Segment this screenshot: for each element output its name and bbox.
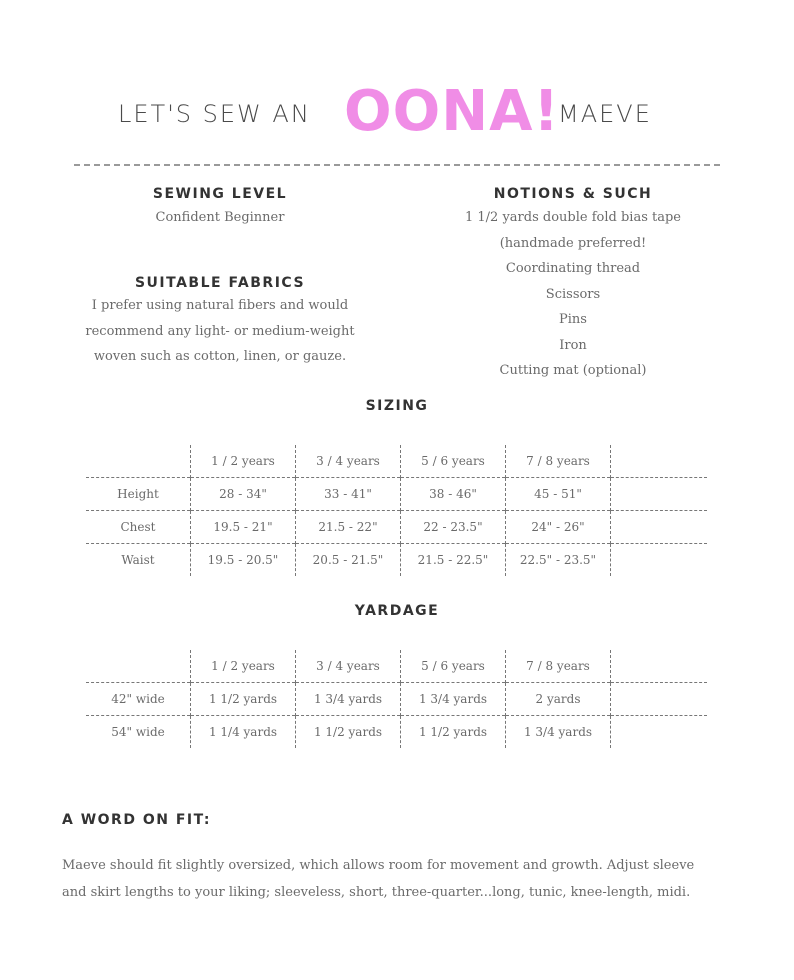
row-label: Chest	[86, 511, 191, 544]
table-header-row	[86, 445, 707, 478]
table-row	[86, 478, 707, 511]
table-cell: 21.5 - 22.5"	[401, 544, 506, 577]
table-cell: 33 - 41"	[296, 478, 401, 511]
notion-item: (handmade preferred!	[499, 235, 647, 251]
yardage-heading: YARDAGE	[354, 603, 440, 619]
column-header: 5 / 6 years	[401, 650, 506, 683]
table-cell-empty	[611, 650, 708, 683]
fabrics-line: woven such as cotton, linen, or gauze.	[93, 349, 347, 364]
table-cell: 21.5 - 22"	[296, 511, 401, 544]
table-cell: 2 yards	[506, 683, 611, 716]
column-header: 1 / 2 years	[191, 445, 296, 478]
column-header: 3 / 4 years	[296, 650, 401, 683]
notion-item: Cutting mat (optional)	[499, 363, 647, 378]
table-cell-empty	[611, 511, 708, 544]
table-cell: 45 - 51"	[506, 478, 611, 511]
table-cell: 1 3/4 yards	[296, 683, 401, 716]
column-header: 5 / 6 years	[401, 445, 506, 478]
table-cell: 24" - 26"	[506, 511, 611, 544]
table-cell: 22.5" - 23.5"	[506, 544, 611, 577]
column-header: 3 / 4 years	[296, 445, 401, 478]
row-label: Waist	[86, 544, 191, 577]
notion-item: Iron	[559, 337, 587, 353]
column-header: 1 / 2 years	[191, 650, 296, 683]
sewing-level-heading: SEWING LEVEL	[152, 186, 288, 202]
table-cell-empty	[611, 445, 708, 478]
fabrics-line: I prefer using natural fibers and would	[91, 298, 349, 313]
table-cell: 20.5 - 21.5"	[296, 544, 401, 577]
column-header: 7 / 8 years	[506, 445, 611, 478]
brand-logo-text: OONA!	[344, 79, 560, 144]
table-cell: 38 - 46"	[401, 478, 506, 511]
row-label: 54" wide	[86, 716, 191, 749]
title-lead-text: LET'S SEW AN	[118, 100, 311, 128]
pattern-name: MAEVE	[558, 100, 652, 128]
sizing-table	[86, 445, 707, 576]
notions-heading: NOTIONS & SUCH	[493, 186, 653, 202]
fit-heading: A WORD ON FIT:	[62, 812, 211, 828]
sizing-heading: SIZING	[365, 398, 429, 414]
notions-list	[414, 205, 732, 384]
table-cell: 22 - 23.5"	[401, 511, 506, 544]
row-label: Height	[86, 478, 191, 511]
brand-logo	[342, 70, 560, 150]
table-cell: 1 1/4 yards	[191, 716, 296, 749]
notion-item: Pins	[559, 312, 587, 327]
fit-line: Maeve should fit slightly oversized, which allows room for movement and growth. Adjust sleeve	[62, 858, 695, 873]
column-header: 7 / 8 years	[506, 650, 611, 683]
table-cell-empty	[611, 544, 708, 577]
table-cell: 1 3/4 yards	[506, 716, 611, 749]
table-row	[86, 511, 707, 544]
notion-item: 1 1/2 yards double fold bias tape	[465, 210, 681, 225]
row-label: 42" wide	[86, 683, 191, 716]
table-cell: 28 - 34"	[191, 478, 296, 511]
sewing-level-value: Confident Beginner	[155, 210, 285, 225]
table-header-row	[86, 650, 707, 683]
table-cell: 19.5 - 20.5"	[191, 544, 296, 577]
table-row	[86, 683, 707, 716]
table-cell: 1 3/4 yards	[401, 683, 506, 716]
table-cell: 1 1/2 yards	[401, 716, 506, 749]
fit-line: and skirt lengths to your liking; sleeveless, short, three-quarter...long, tunic, knee-length, midi.	[62, 885, 691, 900]
table-cell-empty	[611, 683, 708, 716]
table-row	[86, 716, 707, 749]
fit-paragraph	[62, 852, 742, 906]
suitable-fabrics-text	[60, 293, 380, 370]
table-cell: 1 1/2 yards	[191, 683, 296, 716]
notion-item: Coordinating thread	[505, 261, 641, 276]
suitable-fabrics-heading: SUITABLE FABRICS	[134, 275, 306, 291]
table-cell-empty	[611, 716, 708, 749]
table-cell-empty	[611, 478, 708, 511]
table-corner	[86, 650, 191, 683]
yardage-table	[86, 650, 707, 748]
table-row	[86, 544, 707, 577]
fabrics-line: recommend any light- or medium-weight	[85, 323, 355, 339]
table-cell: 19.5 - 21"	[191, 511, 296, 544]
header-divider	[74, 164, 720, 166]
table-cell: 1 1/2 yards	[296, 716, 401, 749]
notion-item: Scissors	[545, 286, 601, 302]
table-corner	[86, 445, 191, 478]
